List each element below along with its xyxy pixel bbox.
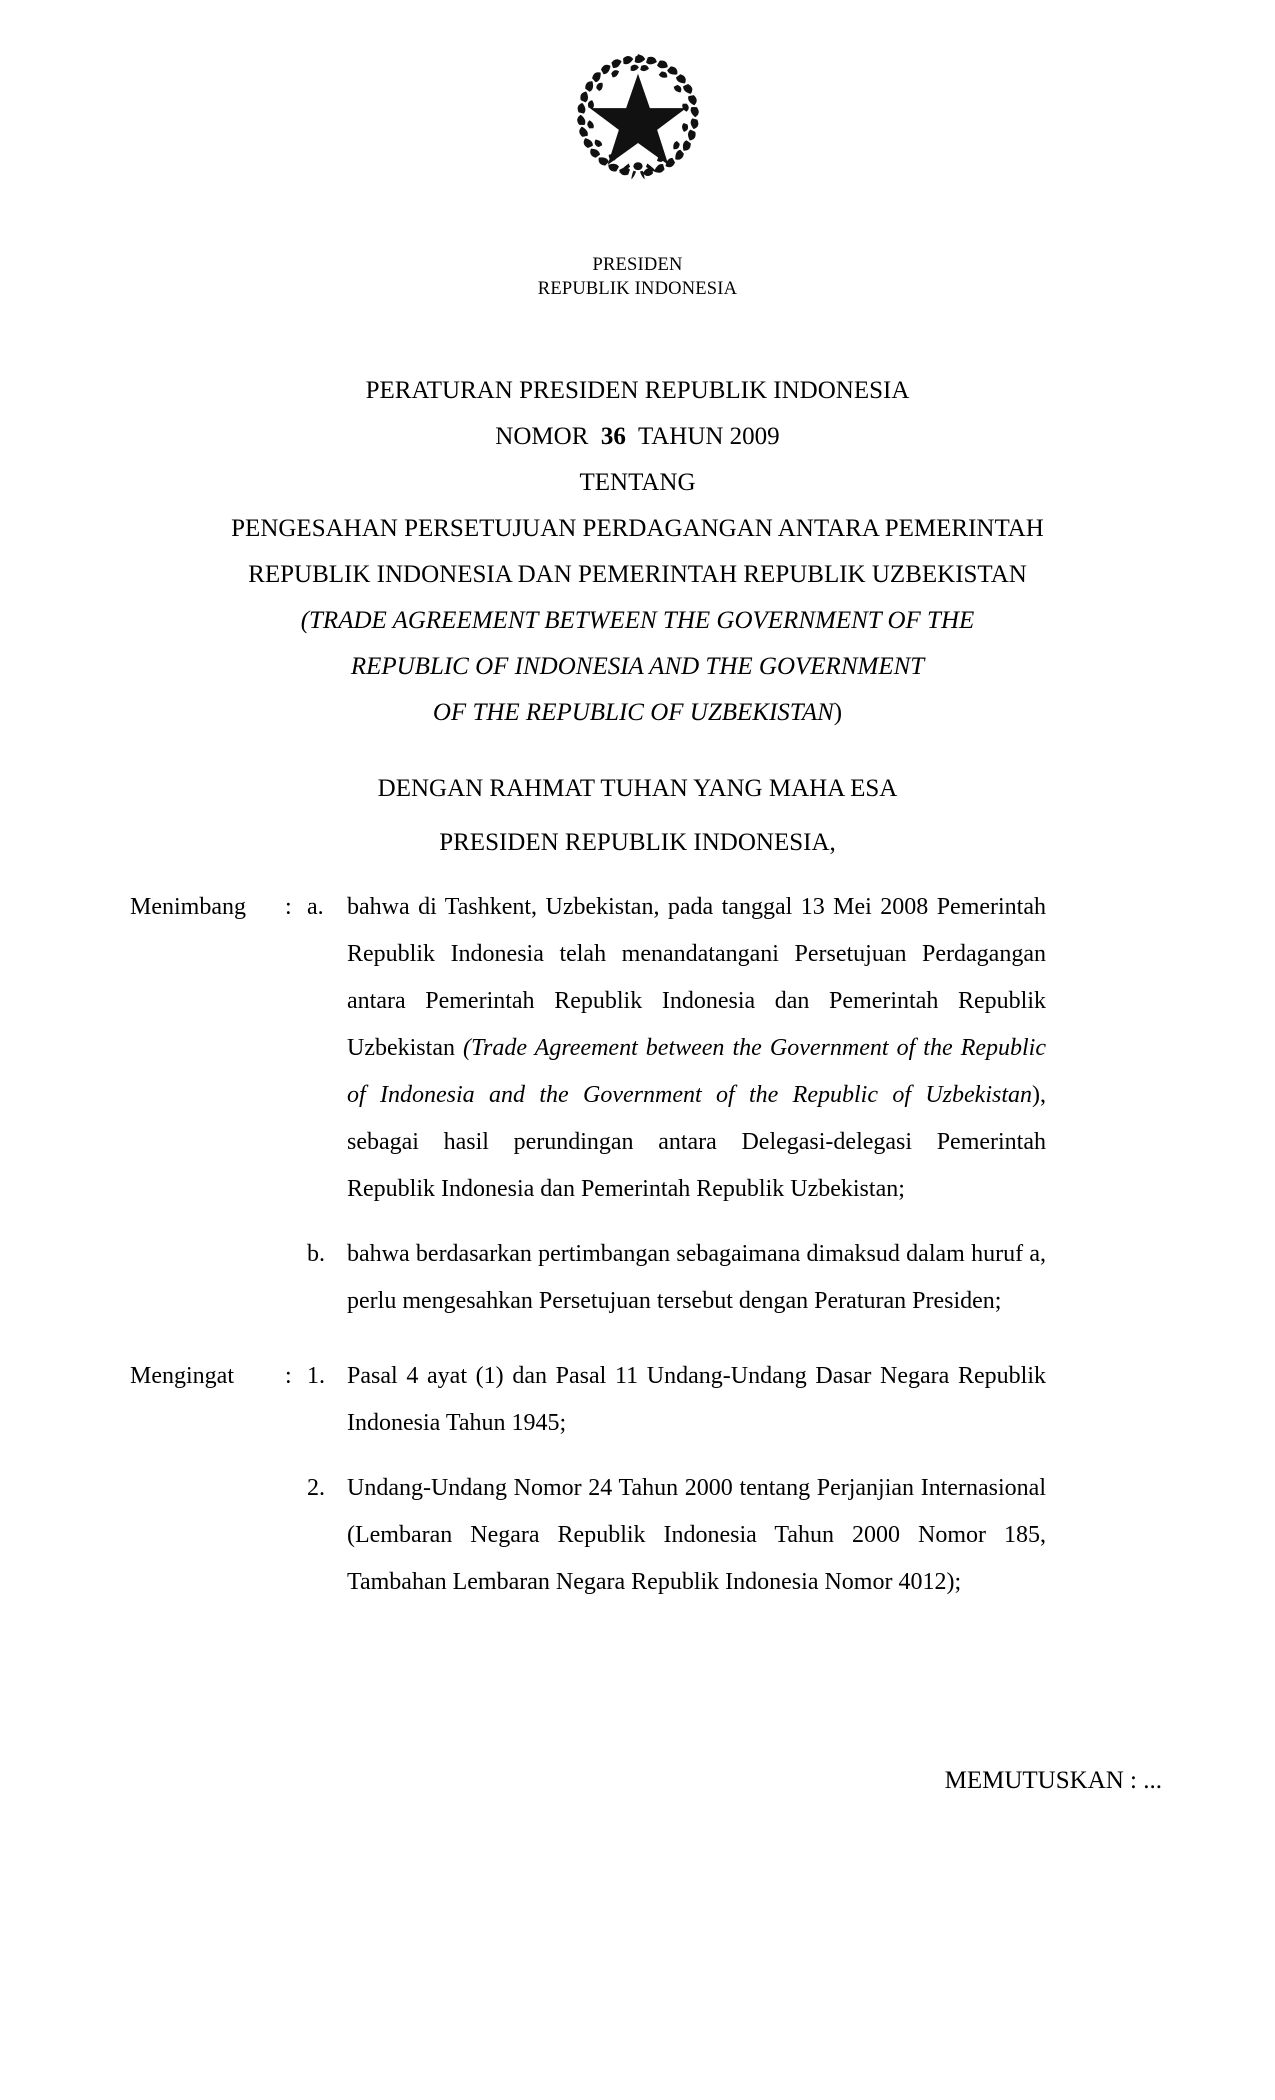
title-english-close-paren: ) [833, 699, 843, 726]
body-block [0, 884, 1275, 1606]
header-caption [0, 254, 1275, 301]
spacer-menimbang-mengingat [0, 1325, 1275, 1353]
title-subject-line-1: PENGESAHAN PERSETUJUAN PERDAGANGAN ANTARA PEMERINTAH [231, 515, 1044, 542]
title-block [0, 368, 1275, 866]
title-number-line [0, 414, 1275, 460]
clause-marker-1: 1. [307, 1363, 325, 1389]
clause-text-part-1: bahwa di Tashkent, Uzbekistan, pada tanggal 13 Mei 2008 Pemerintah Republik Indonesia telah menandatangani Persetujuan Perdagangan antara Pemerintah Republik Indonesia dan Pemerintah Republik Uzbekistan [347, 894, 1046, 1061]
title-subject-line-2: REPUBLIK INDONESIA DAN PEMERINTAH REPUBLIK UZBEKISTAN [248, 561, 1027, 588]
title-english-line-2: REPUBLIC OF INDONESIA AND THE GOVERNMENT [350, 653, 925, 680]
clause-marker-a: a. [307, 894, 324, 920]
title-tentang: TENTANG [579, 469, 696, 496]
clause-marker-2: 2. [307, 1475, 325, 1501]
title-regulation-type: PERATURAN PRESIDEN REPUBLIK INDONESIA [365, 377, 910, 404]
clause-text-mengingat-2: Undang-Undang Nomor 24 Tahun 2000 tentang Perjanjian Internasional (Lembaran Negara Republik Indonesia Tahun 2000 Nomor 185, Tambahan Lembaran Negara Republik Indonesia Nomor 4012); [347, 1475, 1046, 1595]
clause-text-mengingat-1: Pasal 4 ayat (1) dan Pasal 11 Undang-Undang Dasar Negara Republik Indonesia Tahun 1945; [347, 1363, 1046, 1436]
title-spacer-before-signatory [0, 812, 1275, 820]
header-line-presiden: PRESIDEN [592, 255, 683, 275]
clause-text-italic-treaty-name: (Trade Agreement between the Government of the Republic of Indonesia and the Government of the Republic of Uzbekistan [347, 1035, 1046, 1108]
title-english-line-3-text: OF THE REPUBLIC OF UZBEKISTAN [432, 699, 834, 726]
footer-continuation: MEMUTUSKAN : ... [944, 1767, 1162, 1794]
clause-text-part-2: ), sebagai hasil perundingan antara Delegasi-delegasi Pemerintah Republik Indonesia dan Pemerintah Republik Uzbekistan; [347, 1082, 1046, 1202]
header-line-republik-indonesia: REPUBLIK INDONESIA [537, 278, 738, 299]
clause-text-menimbang-a [347, 884, 1159, 1213]
clause-menimbang-a [0, 884, 1275, 1213]
title-english-line-3 [0, 690, 1275, 736]
title-nomor-value: 36 [600, 423, 626, 450]
spacer-menimbang-a-b [0, 1213, 1275, 1231]
spacer-mengingat-1-2 [0, 1447, 1275, 1465]
indonesia-presidential-seal-icon [572, 50, 704, 182]
clause-menimbang-b [0, 1231, 1275, 1325]
clause-mengingat-2 [0, 1465, 1275, 1606]
title-nomor-prefix: NOMOR [495, 423, 589, 450]
title-blessing: DENGAN RAHMAT TUHAN YANG MAHA ESA [377, 775, 898, 802]
clause-label-mengingat: Mengingat [130, 1363, 234, 1389]
title-spacer-before-blessing [0, 736, 1275, 766]
clause-marker-b: b. [307, 1241, 325, 1267]
clause-label-menimbang: Menimbang [130, 894, 246, 920]
title-english-line-1: (TRADE AGREEMENT BETWEEN THE GOVERNMENT OF THE [300, 607, 975, 634]
emblem-container [0, 50, 1275, 187]
clause-text-menimbang-b: bahwa berdasarkan pertimbangan sebagaimana dimaksud dalam huruf a, perlu mengesahkan Persetujuan tersebut dengan Peraturan Presiden; [347, 1241, 1046, 1314]
clause-colon-mengingat: : [285, 1363, 292, 1389]
title-nomor-suffix: TAHUN 2009 [637, 423, 780, 450]
clause-mengingat-1 [0, 1353, 1275, 1447]
clause-colon-menimbang: : [285, 894, 292, 920]
title-signatory: PRESIDEN REPUBLIK INDONESIA, [439, 829, 836, 856]
